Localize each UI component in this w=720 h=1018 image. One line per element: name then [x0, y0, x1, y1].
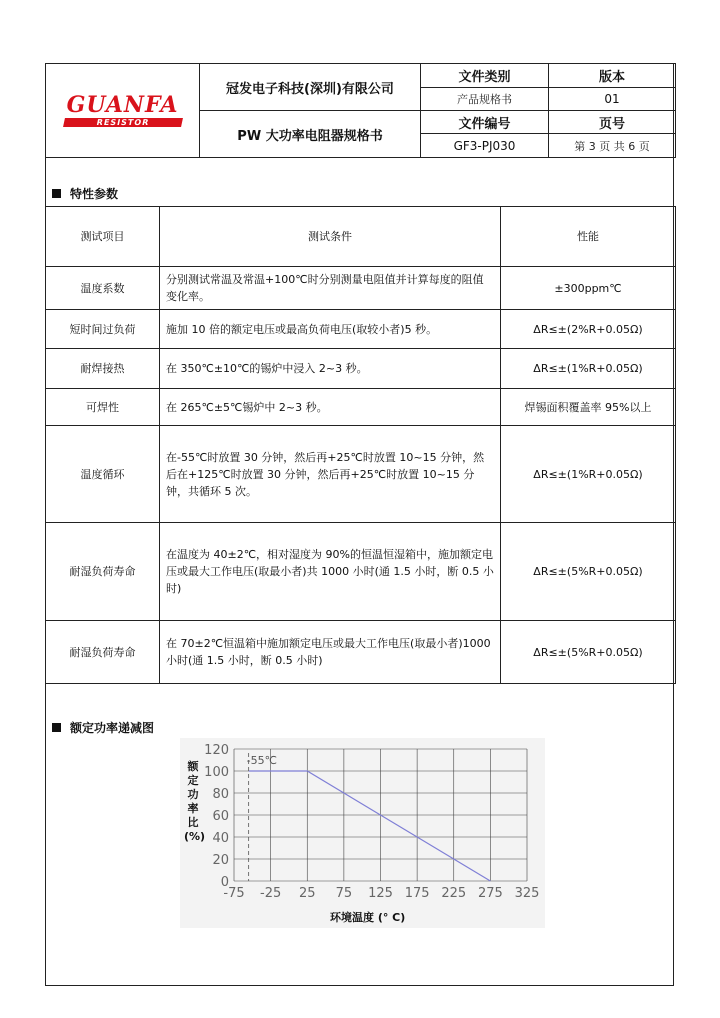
x-tick-label: 325: [514, 886, 540, 901]
version-label: 版本: [549, 64, 676, 88]
logo-subtitle: RESISTOR: [63, 118, 183, 127]
y-tick-label: 60: [212, 809, 229, 824]
test-item: 可焊性: [46, 389, 160, 426]
logo-wordmark: GUANFA: [66, 92, 179, 118]
test-condition: 在 70±2℃恒温箱中施加额定电压或最大工作电压(取最小者)1000 小时(通 1.5 小时，断 0.5 小时): [160, 621, 501, 684]
y-tick-label: 0: [220, 875, 229, 890]
table-row: [46, 523, 676, 621]
x-tick-label: 25: [298, 886, 316, 901]
test-condition: 在-55℃时放置 30 分钟，然后再+25℃时放置 10~15 分钟，然后在+125℃时放置 30 分钟，然后再+25℃时放置 10~15 分钟，共循环 5 次。: [160, 426, 501, 523]
section-derating-heading: [52, 719, 154, 736]
derating-chart-background: [180, 738, 545, 928]
test-item: 短时间过负荷: [46, 310, 160, 349]
test-item: 温度系数: [46, 267, 160, 310]
table-row: [46, 621, 676, 684]
document-header: [45, 63, 676, 158]
square-bullet-icon: [52, 723, 61, 732]
section-title: 特性参数: [70, 187, 119, 201]
table-row: [46, 267, 676, 310]
chart-y-axis-label: 额 定 功 率 比 (%): [184, 760, 206, 843]
test-condition: 施加 10 倍的额定电压或最高负荷电压(取较小者)5 秒。: [160, 310, 501, 349]
test-condition: 在 265℃±5℃锡炉中 2~3 秒。: [160, 389, 501, 426]
table-row: [46, 389, 676, 426]
x-tick-label: -75: [223, 886, 245, 901]
x-tick-label: 275: [477, 886, 503, 901]
doc-type-label: 文件类别: [421, 64, 549, 88]
version-value: 01: [549, 88, 676, 111]
test-condition: 在 350℃±10℃的锡炉中浸入 2~3 秒。: [160, 349, 501, 389]
square-bullet-icon: [52, 189, 61, 198]
annotation-label: -55℃: [246, 754, 277, 767]
table-row: [46, 426, 676, 523]
column-header: 性能: [501, 207, 676, 267]
spec-table: [45, 206, 676, 684]
column-header: 测试条件: [160, 207, 501, 267]
test-item: 耐湿负荷寿命: [46, 621, 160, 684]
page-label: 页号: [549, 111, 676, 134]
company-name: 冠发电子科技(深圳)有限公司: [200, 64, 421, 111]
column-header: 测试项目: [46, 207, 160, 267]
x-tick-label: 175: [404, 886, 430, 901]
x-tick-label: -25: [260, 886, 282, 901]
doc-no-label: 文件编号: [421, 111, 549, 134]
test-result: ΔR≤±(5%R+0.05Ω): [501, 523, 676, 621]
test-condition: 在温度为 40±2℃，相对湿度为 90%的恒温恒湿箱中，施加额定电压或最大工作电压(取最小者)共 1000 小时(通 1.5 小时，断 0.5 小时): [160, 523, 501, 621]
y-tick-label: 80: [212, 787, 229, 802]
test-item: 温度循环: [46, 426, 160, 523]
y-tick-label: 120: [204, 743, 229, 758]
test-item: 耐湿负荷寿命: [46, 523, 160, 621]
test-result: 焊锡面积覆盖率 95%以上: [501, 389, 676, 426]
doc-title: PW 大功率电阻器规格书: [200, 111, 421, 158]
company-logo: [46, 94, 199, 127]
chart-x-axis-label: 环境温度 (° C): [330, 911, 406, 924]
logo-cell: [46, 64, 200, 158]
x-tick-label: 75: [335, 886, 353, 901]
y-tick-label: 100: [204, 765, 229, 780]
section-title: 额定功率递减图: [70, 721, 155, 735]
x-tick-label: 125: [368, 886, 393, 901]
y-tick-label: 20: [212, 853, 229, 868]
test-result: ΔR≤±(1%R+0.05Ω): [501, 349, 676, 389]
table-row: [46, 349, 676, 389]
table-row: [46, 310, 676, 349]
doc-no-value: GF3-PJ030: [421, 134, 549, 158]
test-result: ΔR≤±(2%R+0.05Ω): [501, 310, 676, 349]
y-tick-label: 40: [212, 831, 229, 846]
table-header-row: [46, 207, 676, 267]
section-characteristics-heading: [52, 185, 118, 202]
test-result: ΔR≤±(5%R+0.05Ω): [501, 621, 676, 684]
page-value: 第 3 页 共 6 页: [549, 134, 676, 158]
test-item: 耐焊接热: [46, 349, 160, 389]
doc-type-value: 产品规格书: [421, 88, 549, 111]
test-result: ±300ppm℃: [501, 267, 676, 310]
test-result: ΔR≤±(1%R+0.05Ω): [501, 426, 676, 523]
test-condition: 分别测试常温及常温+100℃时分别测量电阻值并计算每度的阻值变化率。: [160, 267, 501, 310]
x-tick-label: 225: [441, 886, 467, 901]
